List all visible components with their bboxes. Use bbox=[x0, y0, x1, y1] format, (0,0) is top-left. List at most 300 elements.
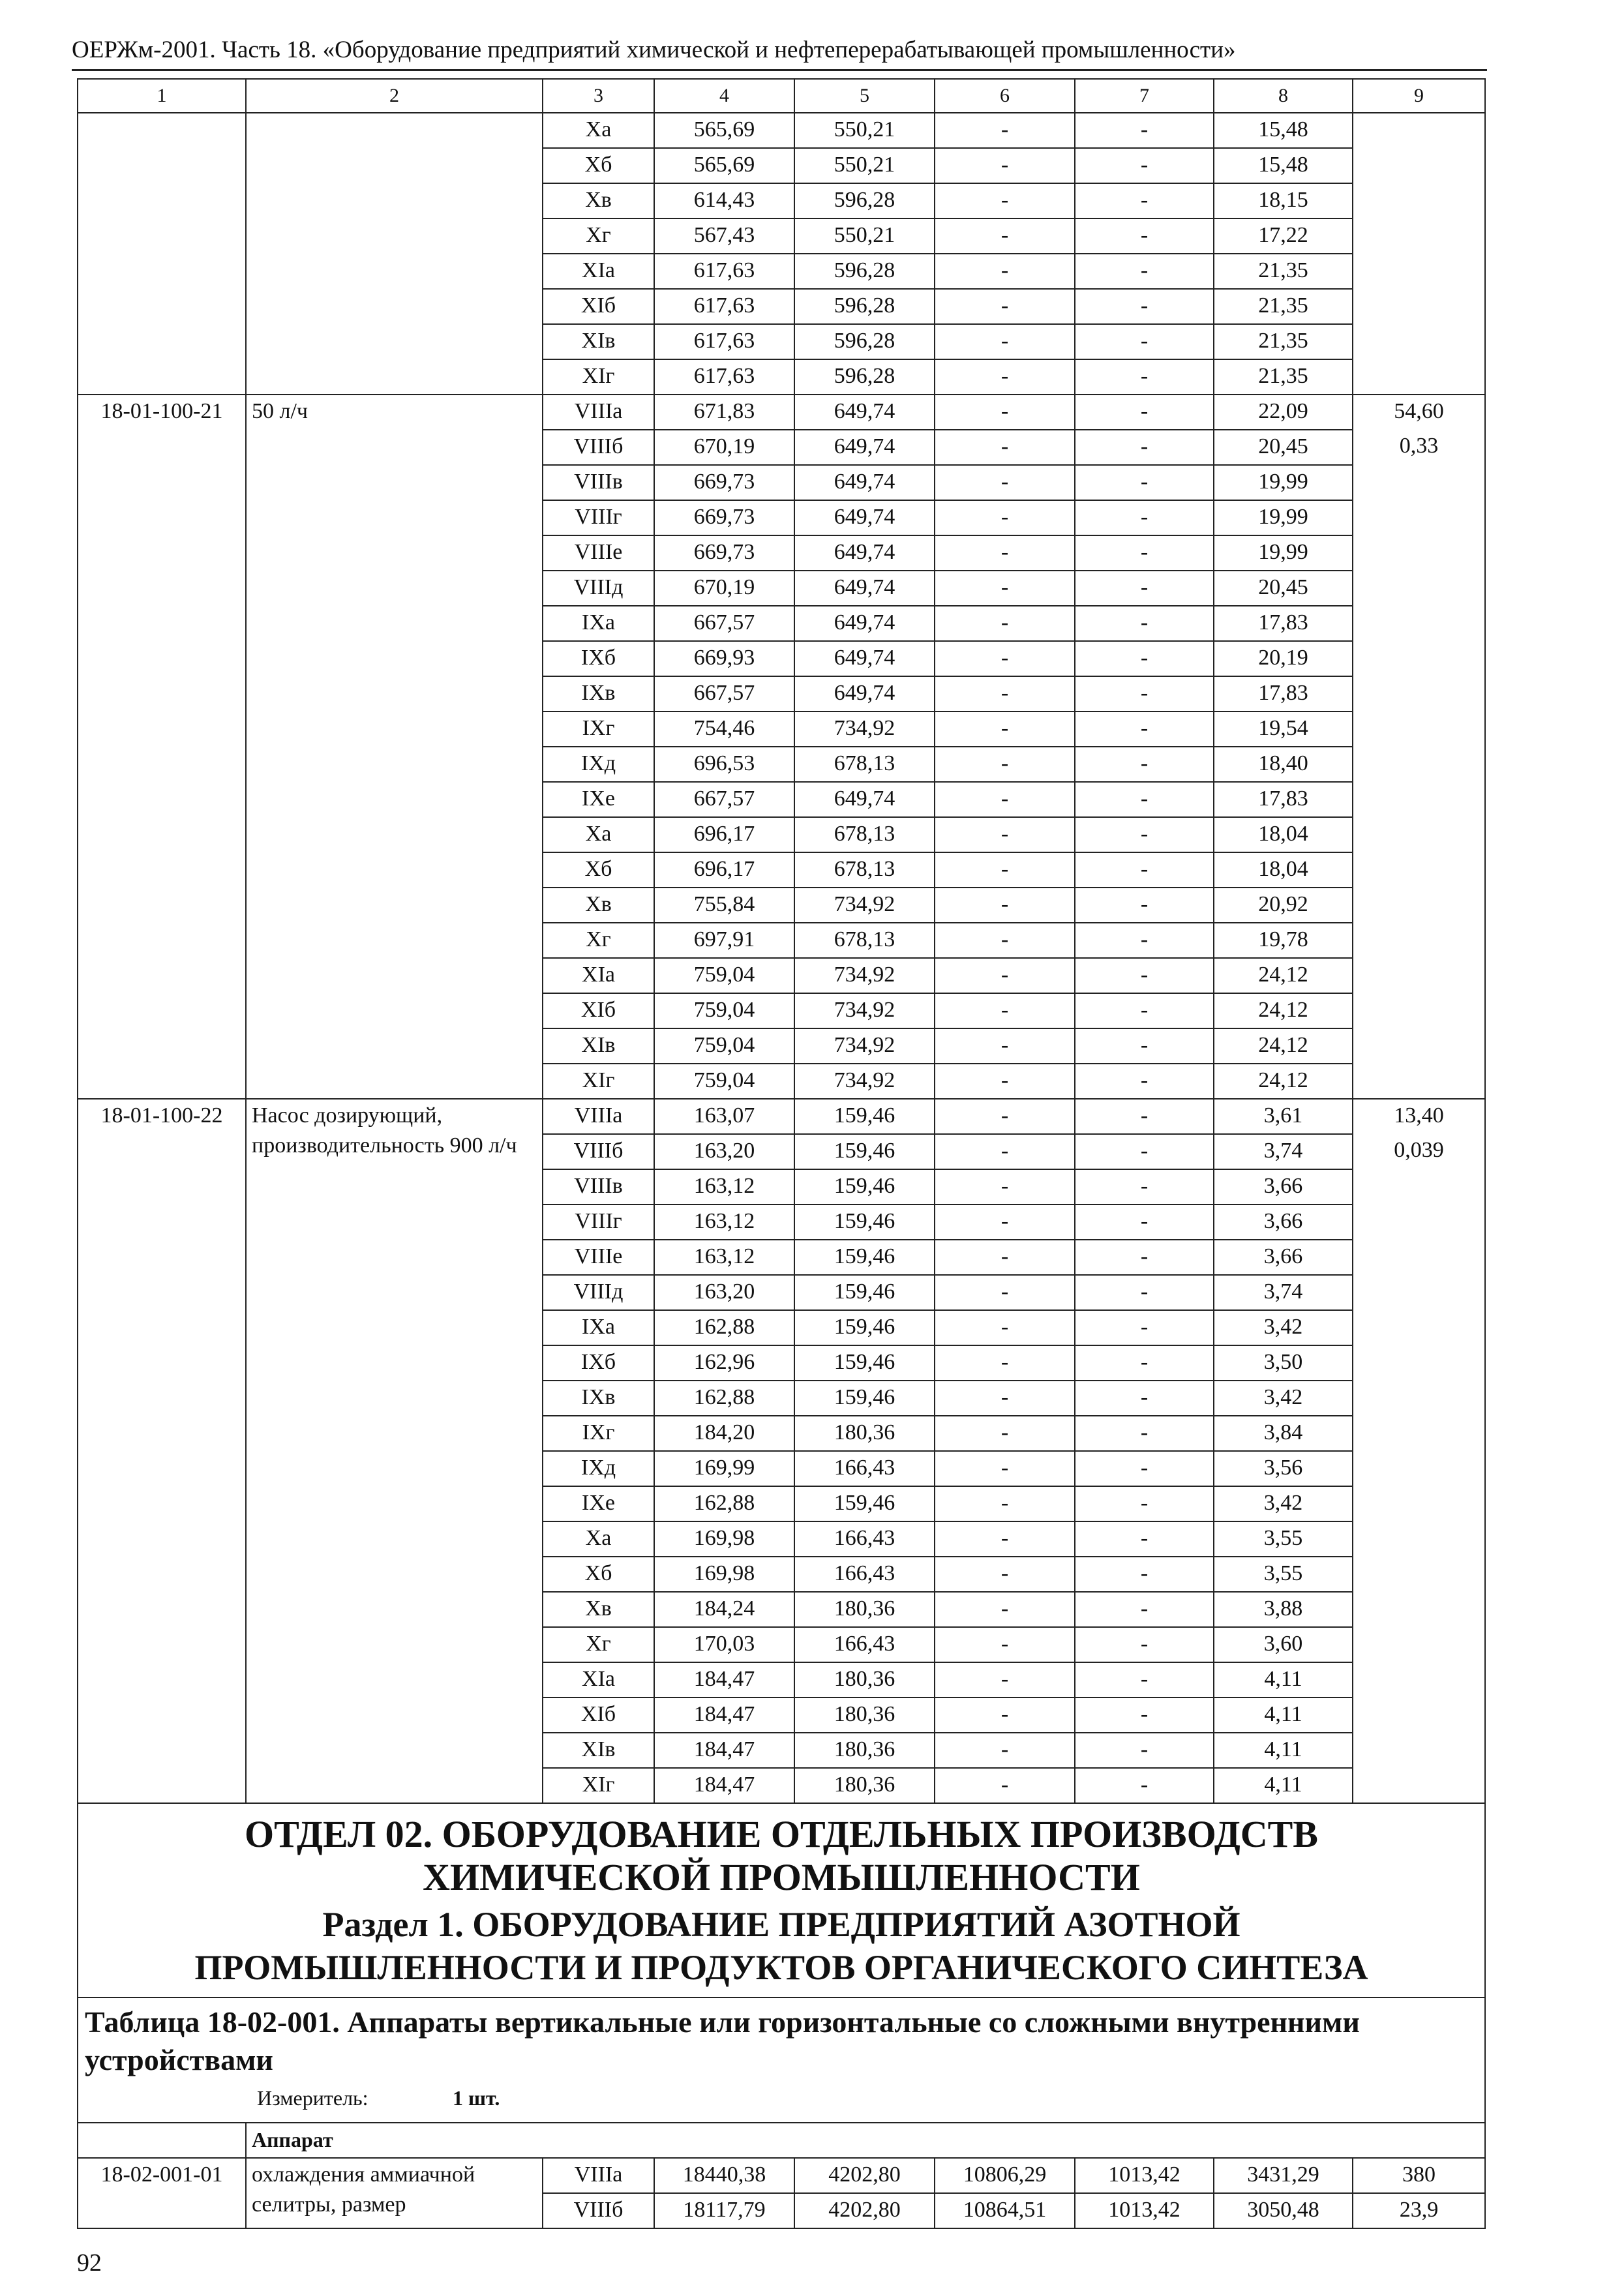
total-cost: 184,24 bbox=[654, 1592, 794, 1627]
blank-cell bbox=[1353, 958, 1485, 993]
install-cost: - bbox=[935, 324, 1075, 359]
blank-cell bbox=[1353, 817, 1485, 852]
equipment-cost: 180,36 bbox=[794, 1416, 935, 1451]
page-number: 92 bbox=[77, 2249, 102, 2277]
mass-value: 23,9 bbox=[1353, 2193, 1485, 2228]
labor-cost: - bbox=[1075, 500, 1214, 535]
transport-cost: 20,45 bbox=[1214, 430, 1353, 465]
total-cost: 696,17 bbox=[654, 852, 794, 888]
mass-value: 13,40 bbox=[1353, 1099, 1485, 1134]
total-cost: 759,04 bbox=[654, 958, 794, 993]
item-code: 18-01-100-21 bbox=[78, 395, 246, 1099]
total-cost: 617,63 bbox=[654, 289, 794, 324]
labor-cost: - bbox=[1075, 676, 1214, 711]
option-code: XIa bbox=[543, 958, 654, 993]
install-cost: - bbox=[935, 747, 1075, 782]
install-cost: - bbox=[935, 606, 1075, 641]
option-code: XIa bbox=[543, 1662, 654, 1698]
total-cost: 565,69 bbox=[654, 113, 794, 148]
transport-cost: 3,42 bbox=[1214, 1486, 1353, 1521]
option-code: VIIIд bbox=[543, 571, 654, 606]
option-code: VIIIб bbox=[543, 2193, 654, 2228]
blank-cell bbox=[1353, 923, 1485, 958]
total-cost: 162,88 bbox=[654, 1310, 794, 1345]
option-code: IXб bbox=[543, 1345, 654, 1381]
blank-cell bbox=[1353, 1451, 1485, 1486]
total-cost: 184,47 bbox=[654, 1768, 794, 1803]
transport-cost: 3,66 bbox=[1214, 1169, 1353, 1204]
total-cost: 163,07 bbox=[654, 1099, 794, 1134]
labor-cost: - bbox=[1075, 1698, 1214, 1733]
labor-cost: - bbox=[1075, 1662, 1214, 1698]
transport-cost: 20,92 bbox=[1214, 888, 1353, 923]
transport-cost: 20,45 bbox=[1214, 571, 1353, 606]
install-cost: - bbox=[935, 1662, 1075, 1698]
transport-cost: 3,84 bbox=[1214, 1416, 1353, 1451]
transport-cost: 3,60 bbox=[1214, 1627, 1353, 1662]
transport-cost: 3050,48 bbox=[1214, 2193, 1353, 2228]
install-cost: - bbox=[935, 641, 1075, 676]
blank-cell bbox=[1353, 1627, 1485, 1662]
transport-cost: 17,83 bbox=[1214, 782, 1353, 817]
labor-cost: - bbox=[1075, 1240, 1214, 1275]
transport-cost: 19,54 bbox=[1214, 711, 1353, 747]
transport-cost: 3,74 bbox=[1214, 1275, 1353, 1310]
blank-cell bbox=[1353, 852, 1485, 888]
install-cost: - bbox=[935, 1486, 1075, 1521]
equipment-cost: 649,74 bbox=[794, 676, 935, 711]
option-code: Xг bbox=[543, 923, 654, 958]
install-cost: - bbox=[935, 1345, 1075, 1381]
blank-cell bbox=[1353, 465, 1485, 500]
option-code: IXa bbox=[543, 606, 654, 641]
install-cost: - bbox=[935, 676, 1075, 711]
equipment-cost: 596,28 bbox=[794, 183, 935, 218]
table-row bbox=[78, 395, 1485, 430]
transport-cost: 21,35 bbox=[1214, 289, 1353, 324]
option-code: IXa bbox=[543, 1310, 654, 1345]
mass-value: 0,33 bbox=[1353, 430, 1485, 465]
install-cost: - bbox=[935, 1134, 1075, 1169]
total-cost: 163,12 bbox=[654, 1204, 794, 1240]
labor-cost: - bbox=[1075, 465, 1214, 500]
equipment-cost: 678,13 bbox=[794, 852, 935, 888]
total-cost: 671,83 bbox=[654, 395, 794, 430]
labor-cost: - bbox=[1075, 1345, 1214, 1381]
total-cost: 169,98 bbox=[654, 1557, 794, 1592]
total-cost: 669,73 bbox=[654, 535, 794, 571]
labor-cost: - bbox=[1075, 289, 1214, 324]
install-cost: - bbox=[935, 395, 1075, 430]
option-code: VIIIa bbox=[543, 1099, 654, 1134]
equipment-cost: 649,74 bbox=[794, 535, 935, 571]
labor-cost: - bbox=[1075, 535, 1214, 571]
option-code: Xa bbox=[543, 1521, 654, 1557]
install-cost: - bbox=[935, 1557, 1075, 1592]
blank-cell bbox=[1353, 1064, 1485, 1099]
blank-cell bbox=[1353, 1345, 1485, 1381]
option-code: Xa bbox=[543, 817, 654, 852]
option-code: Xв bbox=[543, 183, 654, 218]
total-cost: 697,91 bbox=[654, 923, 794, 958]
labor-cost: - bbox=[1075, 1557, 1214, 1592]
total-cost: 670,19 bbox=[654, 430, 794, 465]
labor-cost: - bbox=[1075, 923, 1214, 958]
install-cost: - bbox=[935, 183, 1075, 218]
transport-cost: 3,42 bbox=[1214, 1310, 1353, 1345]
total-cost: 667,57 bbox=[654, 782, 794, 817]
equipment-cost: 550,21 bbox=[794, 148, 935, 183]
labor-cost: - bbox=[1075, 958, 1214, 993]
page-header: ОЕРЖм-2001. Часть 18. «Оборудование предприятий химической и нефтеперерабатывающей промышленности» bbox=[72, 36, 1487, 71]
install-cost: - bbox=[935, 289, 1075, 324]
labor-cost: - bbox=[1075, 1381, 1214, 1416]
equipment-cost: 4202,80 bbox=[794, 2193, 935, 2228]
option-code: VIIIa bbox=[543, 395, 654, 430]
option-code: IXд bbox=[543, 747, 654, 782]
department-title-line2: ХИМИЧЕСКОЙ ПРОМЫШЛЕННОСТИ bbox=[423, 1856, 1140, 1898]
column-header-row bbox=[78, 79, 1485, 113]
labor-cost: - bbox=[1075, 606, 1214, 641]
equipment-cost: 4202,80 bbox=[794, 2158, 935, 2193]
blank-cell bbox=[1353, 1275, 1485, 1310]
blank-cell bbox=[1353, 676, 1485, 711]
total-cost: 614,43 bbox=[654, 183, 794, 218]
total-cost: 755,84 bbox=[654, 888, 794, 923]
labor-cost: - bbox=[1075, 1310, 1214, 1345]
item-code: 18-02-001-01 bbox=[78, 2158, 246, 2228]
labor-cost: - bbox=[1075, 571, 1214, 606]
blank-cell bbox=[78, 113, 246, 395]
labor-cost: - bbox=[1075, 1028, 1214, 1064]
labor-cost: - bbox=[1075, 254, 1214, 289]
unit-row bbox=[85, 2079, 1478, 2117]
option-code: Xг bbox=[543, 1627, 654, 1662]
blank-cell bbox=[1353, 1240, 1485, 1275]
transport-cost: 24,12 bbox=[1214, 958, 1353, 993]
option-code: VIIIб bbox=[543, 1134, 654, 1169]
install-cost: - bbox=[935, 1064, 1075, 1099]
transport-cost: 24,12 bbox=[1214, 1064, 1353, 1099]
table-caption-text: Таблица 18-02-001. Аппараты вертикальные или горизонтальные со сложными внутренними устройствами bbox=[85, 2005, 1360, 2076]
transport-cost: 24,12 bbox=[1214, 993, 1353, 1028]
blank-cell bbox=[1353, 571, 1485, 606]
labor-cost: - bbox=[1075, 852, 1214, 888]
item-name: Насос дозирующий, производительность 900 л/ч bbox=[246, 1099, 543, 1803]
blank-cell bbox=[1353, 747, 1485, 782]
transport-cost: 24,12 bbox=[1214, 1028, 1353, 1064]
blank-cell bbox=[1353, 289, 1485, 324]
labor-cost: - bbox=[1075, 1099, 1214, 1134]
transport-cost: 3,66 bbox=[1214, 1204, 1353, 1240]
transport-cost: 3,55 bbox=[1214, 1557, 1353, 1592]
transport-cost: 3,61 bbox=[1214, 1099, 1353, 1134]
blank-cell bbox=[1353, 1381, 1485, 1416]
department-title-line1: ОТДЕЛ 02. ОБОРУДОВАНИЕ ОТДЕЛЬНЫХ ПРОИЗВОДСТВ bbox=[244, 1813, 1318, 1855]
equipment-cost: 649,74 bbox=[794, 430, 935, 465]
labor-cost: - bbox=[1075, 1134, 1214, 1169]
equipment-cost: 596,28 bbox=[794, 359, 935, 395]
install-cost: - bbox=[935, 500, 1075, 535]
blank-cell bbox=[1353, 500, 1485, 535]
section-heading-row bbox=[78, 1803, 1485, 1997]
equipment-cost: 550,21 bbox=[794, 218, 935, 254]
equipment-cost: 180,36 bbox=[794, 1662, 935, 1698]
install-cost: - bbox=[935, 923, 1075, 958]
mass-value: 380 bbox=[1353, 2158, 1485, 2193]
total-cost: 163,20 bbox=[654, 1275, 794, 1310]
blank-cell bbox=[1353, 218, 1485, 254]
total-cost: 567,43 bbox=[654, 218, 794, 254]
transport-cost: 3,88 bbox=[1214, 1592, 1353, 1627]
equipment-cost: 159,46 bbox=[794, 1204, 935, 1240]
labor-cost: - bbox=[1075, 1204, 1214, 1240]
total-cost: 169,98 bbox=[654, 1521, 794, 1557]
blank-cell bbox=[1353, 993, 1485, 1028]
labor-cost: - bbox=[1075, 430, 1214, 465]
column-header: 8 bbox=[1214, 79, 1353, 113]
blank-cell bbox=[78, 2123, 246, 2158]
install-cost: - bbox=[935, 113, 1075, 148]
labor-cost: - bbox=[1075, 888, 1214, 923]
equipment-cost: 180,36 bbox=[794, 1768, 935, 1803]
install-cost: 10864,51 bbox=[935, 2193, 1075, 2228]
total-cost: 759,04 bbox=[654, 993, 794, 1028]
item-name: охлаждения аммиачной селитры, размер bbox=[246, 2158, 543, 2228]
equipment-cost: 649,74 bbox=[794, 606, 935, 641]
transport-cost: 3431,29 bbox=[1214, 2158, 1353, 2193]
equipment-cost: 596,28 bbox=[794, 254, 935, 289]
transport-cost: 15,48 bbox=[1214, 148, 1353, 183]
total-cost: 18440,38 bbox=[654, 2158, 794, 2193]
transport-cost: 3,42 bbox=[1214, 1381, 1353, 1416]
transport-cost: 18,04 bbox=[1214, 817, 1353, 852]
blank-cell bbox=[1353, 1028, 1485, 1064]
install-cost: - bbox=[935, 430, 1075, 465]
option-code: IXв bbox=[543, 676, 654, 711]
install-cost: - bbox=[935, 1592, 1075, 1627]
option-code: Xa bbox=[543, 113, 654, 148]
blank-cell bbox=[1353, 1416, 1485, 1451]
blank-cell bbox=[1353, 113, 1485, 148]
unit-value: 1 шт. bbox=[453, 2086, 500, 2110]
labor-cost: - bbox=[1075, 218, 1214, 254]
install-cost: - bbox=[935, 1416, 1075, 1451]
total-cost: 565,69 bbox=[654, 148, 794, 183]
razdel-title-line2: ПРОМЫШЛЕННОСТИ И ПРОДУКТОВ ОРГАНИЧЕСКОГО СИНТЕЗА bbox=[194, 1948, 1368, 1987]
total-cost: 667,57 bbox=[654, 676, 794, 711]
option-code: XIб bbox=[543, 993, 654, 1028]
total-cost: 163,12 bbox=[654, 1240, 794, 1275]
price-table bbox=[77, 78, 1486, 2229]
transport-cost: 19,99 bbox=[1214, 535, 1353, 571]
install-cost: - bbox=[935, 465, 1075, 500]
blank-cell bbox=[1353, 782, 1485, 817]
install-cost: - bbox=[935, 218, 1075, 254]
transport-cost: 4,11 bbox=[1214, 1662, 1353, 1698]
equipment-cost: 166,43 bbox=[794, 1627, 935, 1662]
option-code: XIa bbox=[543, 254, 654, 289]
transport-cost: 3,55 bbox=[1214, 1521, 1353, 1557]
equipment-cost: 649,74 bbox=[794, 500, 935, 535]
labor-cost: - bbox=[1075, 1733, 1214, 1768]
option-code: Xб bbox=[543, 852, 654, 888]
install-cost: - bbox=[935, 1240, 1075, 1275]
labor-cost: - bbox=[1075, 711, 1214, 747]
transport-cost: 19,78 bbox=[1214, 923, 1353, 958]
equipment-cost: 734,92 bbox=[794, 711, 935, 747]
option-code: XIг bbox=[543, 359, 654, 395]
equipment-cost: 596,28 bbox=[794, 289, 935, 324]
transport-cost: 21,35 bbox=[1214, 254, 1353, 289]
apparat-row bbox=[78, 2123, 1485, 2158]
blank-cell bbox=[1353, 1169, 1485, 1204]
transport-cost: 22,09 bbox=[1214, 395, 1353, 430]
equipment-cost: 159,46 bbox=[794, 1099, 935, 1134]
total-cost: 759,04 bbox=[654, 1028, 794, 1064]
equipment-cost: 159,46 bbox=[794, 1310, 935, 1345]
labor-cost: - bbox=[1075, 641, 1214, 676]
transport-cost: 4,11 bbox=[1214, 1733, 1353, 1768]
total-cost: 163,12 bbox=[654, 1169, 794, 1204]
blank-cell bbox=[1353, 1204, 1485, 1240]
install-cost: - bbox=[935, 993, 1075, 1028]
mass-value: 54,60 bbox=[1353, 395, 1485, 430]
blank-cell bbox=[246, 113, 543, 395]
equipment-cost: 159,46 bbox=[794, 1381, 935, 1416]
labor-cost: - bbox=[1075, 782, 1214, 817]
option-code: XIг bbox=[543, 1064, 654, 1099]
total-cost: 162,88 bbox=[654, 1381, 794, 1416]
transport-cost: 17,83 bbox=[1214, 676, 1353, 711]
column-header: 5 bbox=[794, 79, 935, 113]
equipment-cost: 166,43 bbox=[794, 1451, 935, 1486]
option-code: IXг bbox=[543, 711, 654, 747]
total-cost: 696,17 bbox=[654, 817, 794, 852]
labor-cost: - bbox=[1075, 1486, 1214, 1521]
blank-cell bbox=[1353, 1486, 1485, 1521]
total-cost: 670,19 bbox=[654, 571, 794, 606]
table-caption-row bbox=[78, 1997, 1485, 2123]
transport-cost: 3,74 bbox=[1214, 1134, 1353, 1169]
transport-cost: 21,35 bbox=[1214, 324, 1353, 359]
total-cost: 170,03 bbox=[654, 1627, 794, 1662]
blank-cell bbox=[1353, 1662, 1485, 1698]
equipment-cost: 649,74 bbox=[794, 395, 935, 430]
option-code: XIв bbox=[543, 324, 654, 359]
option-code: XIб bbox=[543, 1698, 654, 1733]
blank-cell bbox=[1353, 324, 1485, 359]
labor-cost: - bbox=[1075, 1521, 1214, 1557]
install-cost: - bbox=[935, 1204, 1075, 1240]
labor-cost: - bbox=[1075, 395, 1214, 430]
equipment-cost: 180,36 bbox=[794, 1733, 935, 1768]
equipment-cost: 734,92 bbox=[794, 1028, 935, 1064]
install-cost: - bbox=[935, 1733, 1075, 1768]
total-cost: 696,53 bbox=[654, 747, 794, 782]
table-row bbox=[78, 2158, 1485, 2193]
option-code: IXг bbox=[543, 1416, 654, 1451]
equipment-cost: 649,74 bbox=[794, 641, 935, 676]
table-caption bbox=[78, 1997, 1485, 2123]
transport-cost: 15,48 bbox=[1214, 113, 1353, 148]
equipment-cost: 734,92 bbox=[794, 888, 935, 923]
transport-cost: 18,04 bbox=[1214, 852, 1353, 888]
labor-cost: - bbox=[1075, 1592, 1214, 1627]
transport-cost: 19,99 bbox=[1214, 500, 1353, 535]
transport-cost: 19,99 bbox=[1214, 465, 1353, 500]
total-cost: 184,47 bbox=[654, 1662, 794, 1698]
transport-cost: 20,19 bbox=[1214, 641, 1353, 676]
labor-cost: 1013,42 bbox=[1075, 2193, 1214, 2228]
equipment-cost: 678,13 bbox=[794, 817, 935, 852]
transport-cost: 17,22 bbox=[1214, 218, 1353, 254]
equipment-cost: 159,46 bbox=[794, 1240, 935, 1275]
labor-cost: - bbox=[1075, 747, 1214, 782]
install-cost: - bbox=[935, 1521, 1075, 1557]
transport-cost: 18,15 bbox=[1214, 183, 1353, 218]
column-header: 4 bbox=[654, 79, 794, 113]
equipment-cost: 678,13 bbox=[794, 747, 935, 782]
blank-cell bbox=[1353, 641, 1485, 676]
install-cost: - bbox=[935, 571, 1075, 606]
total-cost: 162,96 bbox=[654, 1345, 794, 1381]
blank-cell bbox=[1353, 711, 1485, 747]
equipment-cost: 550,21 bbox=[794, 113, 935, 148]
labor-cost: - bbox=[1075, 1416, 1214, 1451]
transport-cost: 4,11 bbox=[1214, 1698, 1353, 1733]
install-cost: - bbox=[935, 711, 1075, 747]
install-cost: 10806,29 bbox=[935, 2158, 1075, 2193]
install-cost: - bbox=[935, 852, 1075, 888]
column-header: 9 bbox=[1353, 79, 1485, 113]
blank-cell bbox=[1353, 1521, 1485, 1557]
total-cost: 162,88 bbox=[654, 1486, 794, 1521]
equipment-cost: 159,46 bbox=[794, 1169, 935, 1204]
item-code: 18-01-100-22 bbox=[78, 1099, 246, 1803]
column-header: 6 bbox=[935, 79, 1075, 113]
blank-cell bbox=[1353, 535, 1485, 571]
equipment-cost: 159,46 bbox=[794, 1275, 935, 1310]
table-body bbox=[78, 79, 1485, 2228]
total-cost: 669,73 bbox=[654, 465, 794, 500]
equipment-cost: 734,92 bbox=[794, 993, 935, 1028]
install-cost: - bbox=[935, 782, 1075, 817]
option-code: Xв bbox=[543, 1592, 654, 1627]
total-cost: 163,20 bbox=[654, 1134, 794, 1169]
total-cost: 667,57 bbox=[654, 606, 794, 641]
transport-cost: 3,66 bbox=[1214, 1240, 1353, 1275]
labor-cost: - bbox=[1075, 359, 1214, 395]
blank-cell bbox=[1353, 1733, 1485, 1768]
option-code: XIв bbox=[543, 1733, 654, 1768]
install-cost: - bbox=[935, 1028, 1075, 1064]
equipment-cost: 180,36 bbox=[794, 1698, 935, 1733]
install-cost: - bbox=[935, 1451, 1075, 1486]
blank-cell bbox=[1353, 1310, 1485, 1345]
option-code: VIIIд bbox=[543, 1275, 654, 1310]
labor-cost: - bbox=[1075, 993, 1214, 1028]
column-header: 2 bbox=[246, 79, 543, 113]
column-header: 3 bbox=[543, 79, 654, 113]
labor-cost: - bbox=[1075, 324, 1214, 359]
option-code: IXе bbox=[543, 1486, 654, 1521]
total-cost: 754,46 bbox=[654, 711, 794, 747]
transport-cost: 4,11 bbox=[1214, 1768, 1353, 1803]
option-code: IXд bbox=[543, 1451, 654, 1486]
mass-value: 0,039 bbox=[1353, 1134, 1485, 1169]
equipment-cost: 166,43 bbox=[794, 1557, 935, 1592]
